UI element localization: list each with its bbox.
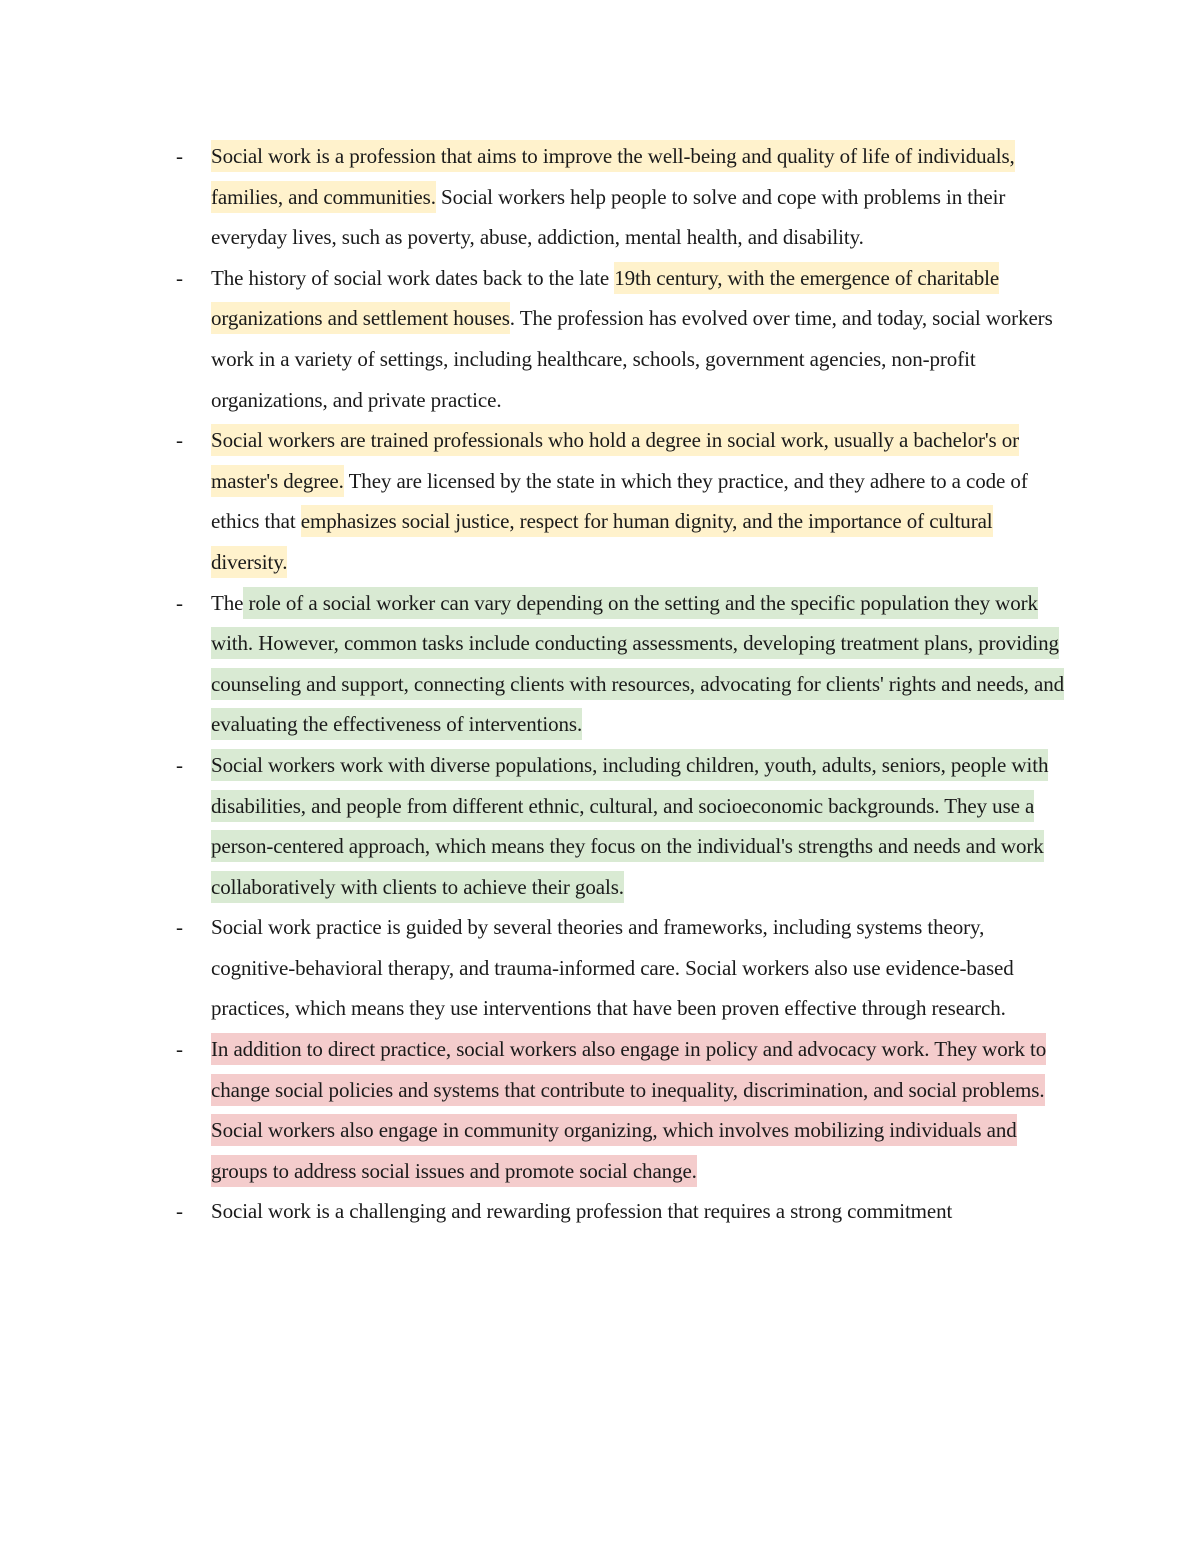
- highlighted-text: Social workers work with diverse populations, including children, youth, adults, seniors, people with disabilities, and people from different ethnic, cultural, and socioeconomic backgrounds. They use a person-centered approach, which means they focus on the individual's strengths and needs and work collaboratively with clients to achieve their goals.: [211, 749, 1048, 903]
- bullet-text: [211, 262, 1053, 412]
- highlighted-text: role of a social worker can vary depending on the setting and the specific population they work with. However, common tasks include conducting assessments, developing treatment plans, providing counseling and support, connecting clients with resources, advocating for clients' rights and needs, and evaluating the effectiveness of interventions.: [211, 587, 1064, 741]
- bullet-dash: -: [176, 428, 183, 453]
- list-item: [0, 745, 1071, 907]
- bullet-text: [211, 915, 1014, 1020]
- list-item: [0, 136, 1071, 258]
- bullet-text: [211, 1033, 1046, 1187]
- list-item: [0, 258, 1071, 420]
- bullet-dash: -: [176, 752, 183, 777]
- bullet-dash: -: [176, 265, 183, 290]
- plain-text: Social workers help people to solve and cope with problems in their everyday lives, such as poverty, abuse, addiction, mental health, and disability.: [211, 184, 1006, 250]
- bullet-dash: -: [176, 144, 183, 168]
- plain-text: . The profession has evolved over time, and today, social workers work in a variety of settings, including healthcare, schools, government agencies, non-profit organizations, and private practice.: [211, 306, 1053, 412]
- list-item: [0, 420, 1071, 582]
- highlighted-text: Social workers are trained professionals who hold a degree in social work, usually a bachelor's or master's degree.: [211, 424, 1019, 497]
- bullet-dash: -: [176, 590, 183, 615]
- plain-text: They are licensed by the state in which they practice, and they adhere to a code of ethics that: [211, 468, 1028, 534]
- highlighted-text: emphasizes social justice, respect for human dignity, and the importance of cultural diversity.: [211, 505, 993, 578]
- bullet-text: [211, 424, 1028, 578]
- bullet-text: [211, 587, 1064, 741]
- plain-text: The: [211, 590, 244, 615]
- bullet-text: [211, 140, 1015, 249]
- bullet-dash: -: [176, 915, 183, 940]
- list-item: [0, 907, 1071, 1029]
- bullet-dash: -: [176, 1199, 183, 1224]
- highlighted-text: 19th century, with the emergence of charitable organizations and settlement houses: [211, 262, 999, 335]
- highlighted-text: Social work is a profession that aims to improve the well-being and quality of life of individuals, families, and communities.: [211, 140, 1015, 213]
- plain-text: Social work is a challenging and rewarding profession that requires a strong commitment: [211, 1199, 953, 1224]
- list-item: [0, 583, 1071, 745]
- list-item: [0, 1029, 1071, 1191]
- bullet-text: [211, 1199, 952, 1223]
- plain-text: Social work practice is guided by several theories and frameworks, including systems theory, cognitive-behavioral therapy, and trauma-informed care. Social workers also use evidence-based practices, which means they use interventions that have been proven effective through research.: [211, 915, 1014, 1021]
- list-item: [0, 1191, 1071, 1232]
- bullet-dash: -: [176, 1037, 183, 1062]
- plain-text: The history of social work dates back to the late: [211, 265, 615, 290]
- bullet-list: [0, 136, 1200, 1232]
- highlighted-text: In addition to direct practice, social workers also engage in policy and advocacy work. They work to change social policies and systems that contribute to inequality, discrimination, and social problems. Social workers also engage in community organizing, which involves mobilizing individuals and groups to address social issues and promote social change.: [211, 1033, 1046, 1187]
- bullet-text: [211, 749, 1048, 903]
